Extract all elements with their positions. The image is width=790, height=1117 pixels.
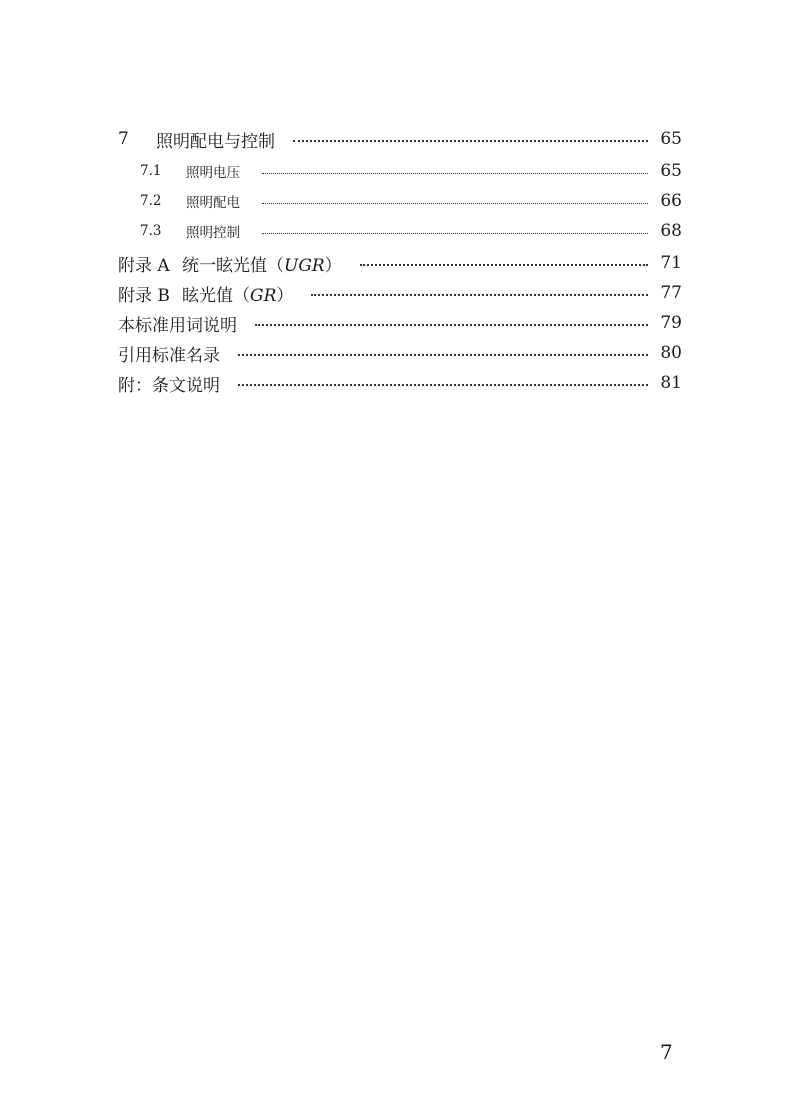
toc-entry-page: 66 bbox=[660, 191, 682, 211]
toc-entry-title: 照明控制 bbox=[186, 225, 240, 241]
dot-leader bbox=[262, 173, 648, 174]
toc-entry-title: 附：条文说明 bbox=[118, 375, 220, 396]
toc-entry-page: 65 bbox=[660, 129, 682, 149]
toc-entry-page: 81 bbox=[660, 373, 682, 393]
toc-entry-7-3[interactable] bbox=[118, 216, 682, 246]
toc-entry-title: 本标准用词说明 bbox=[118, 315, 237, 336]
toc-entry-references[interactable] bbox=[118, 338, 682, 368]
page-number: 7 bbox=[660, 1040, 673, 1064]
toc-entry-title: 照明配电与控制 bbox=[156, 131, 275, 152]
toc-entry-appendix-b[interactable] bbox=[118, 278, 682, 308]
toc-entry-number: 7.1 bbox=[140, 163, 162, 179]
toc-entry-title: 眩光值（GR） bbox=[182, 285, 294, 306]
toc-entry-chapter-7[interactable] bbox=[118, 124, 682, 154]
toc-entry-number: 附录 A bbox=[118, 255, 170, 276]
toc-entry-number: 7.2 bbox=[140, 193, 162, 209]
toc-entry-page: 71 bbox=[660, 253, 682, 273]
toc-entry-title: 引用标准名录 bbox=[118, 345, 220, 366]
toc-entry-explanation[interactable] bbox=[118, 368, 682, 398]
toc-entry-page: 68 bbox=[660, 221, 682, 241]
dot-leader bbox=[293, 140, 648, 142]
toc-entry-appendix-a[interactable] bbox=[118, 248, 682, 278]
toc-entry-page: 77 bbox=[660, 283, 682, 303]
toc-entry-title: 统一眩光值（UGR） bbox=[182, 255, 342, 276]
toc-entry-7-2[interactable] bbox=[118, 186, 682, 216]
toc-entry-number: 7 bbox=[118, 129, 129, 149]
dot-leader bbox=[238, 354, 648, 356]
dot-leader bbox=[360, 264, 649, 266]
dot-leader bbox=[255, 324, 648, 326]
toc-entry-number: 7.3 bbox=[140, 223, 162, 239]
dot-leader bbox=[311, 294, 648, 296]
toc-entry-title: 照明配电 bbox=[186, 195, 240, 211]
toc-entry-7-1[interactable] bbox=[118, 156, 682, 186]
toc-entry-page: 79 bbox=[660, 313, 682, 333]
dot-leader bbox=[262, 203, 648, 204]
toc-entry-page: 65 bbox=[660, 161, 682, 181]
dot-leader bbox=[262, 233, 648, 234]
toc-entry-number: 附录 B bbox=[118, 285, 170, 306]
toc-entry-terms[interactable] bbox=[118, 308, 682, 338]
toc-entry-title: 照明电压 bbox=[186, 165, 240, 181]
toc-entry-page: 80 bbox=[660, 343, 682, 363]
dot-leader bbox=[238, 384, 648, 386]
